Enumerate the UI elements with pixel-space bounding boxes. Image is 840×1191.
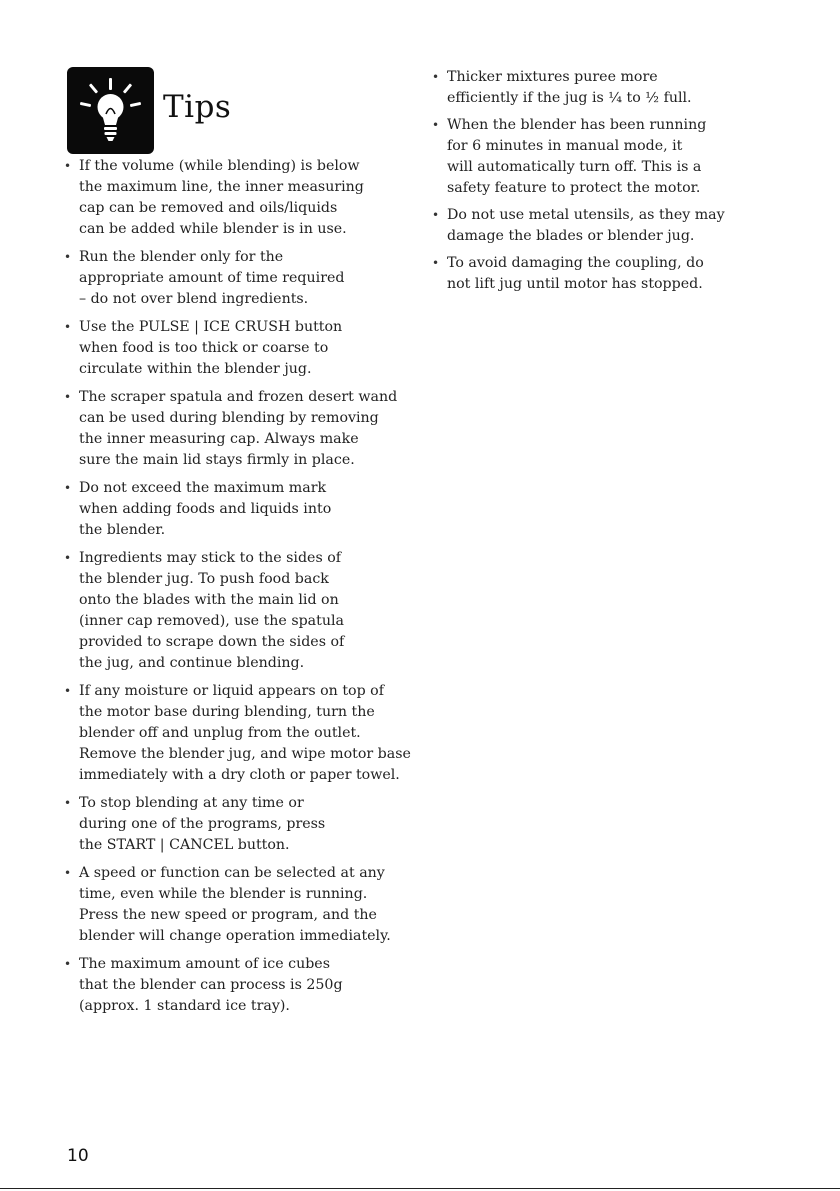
tips-list-right bbox=[430, 67, 750, 301]
list-item: • Ingredients may stick to the sides of the blender jug. To push food back onto the blades with the main lid on (inner cap removed), use the spatula provided to scrape down the sides of the jug, and continue blending. bbox=[62, 548, 412, 674]
list-item: • To avoid damaging the coupling, do not lift jug until motor has stopped. bbox=[430, 253, 750, 295]
list-item: • When the blender has been running for 6 minutes in manual mode, it will automatically turn off. This is a safety feature to protect the motor. bbox=[430, 115, 750, 199]
list-item: • If the volume (while blending) is below the maximum line, the inner measuring cap can be removed and oils/liquids can be added while blender is in use. bbox=[62, 156, 412, 240]
divider bbox=[0, 1188, 840, 1189]
list-item: • If any moisture or liquid appears on top of the motor base during blending, turn the blender off and unplug from the outlet. Remove the blender jug, and wipe motor base immediately with a dry cloth or paper towel. bbox=[62, 681, 412, 786]
lightbulb-icon bbox=[67, 67, 154, 154]
page-number: 10 bbox=[67, 1146, 89, 1166]
list-item: • Do not exceed the maximum mark when adding foods and liquids into the blender. bbox=[62, 478, 412, 541]
list-item: • Do not use metal utensils, as they may damage the blades or blender jug. bbox=[430, 205, 750, 247]
list-item: • Thicker mixtures puree more efficiently if the jug is ¼ to ½ full. bbox=[430, 67, 750, 109]
list-item: • The maximum amount of ice cubes that the blender can process is 250g (approx. 1 standard ice tray). bbox=[62, 954, 412, 1017]
page-title: Tips bbox=[163, 89, 232, 125]
list-item: • The scraper spatula and frozen desert wand can be used during blending by removing the inner measuring cap. Always make sure the main lid stays firmly in place. bbox=[62, 387, 412, 471]
tips-list-left bbox=[62, 156, 412, 1024]
list-item: • To stop blending at any time or during one of the programs, press the START | CANCEL button. bbox=[62, 793, 412, 856]
list-item: • Use the PULSE | ICE CRUSH button when food is too thick or coarse to circulate within the blender jug. bbox=[62, 317, 412, 380]
list-item: • A speed or function can be selected at any time, even while the blender is running. Press the new speed or program, and the blender will change operation immediately. bbox=[62, 863, 412, 947]
list-item: • Run the blender only for the appropriate amount of time required – do not over blend ingredients. bbox=[62, 247, 412, 310]
